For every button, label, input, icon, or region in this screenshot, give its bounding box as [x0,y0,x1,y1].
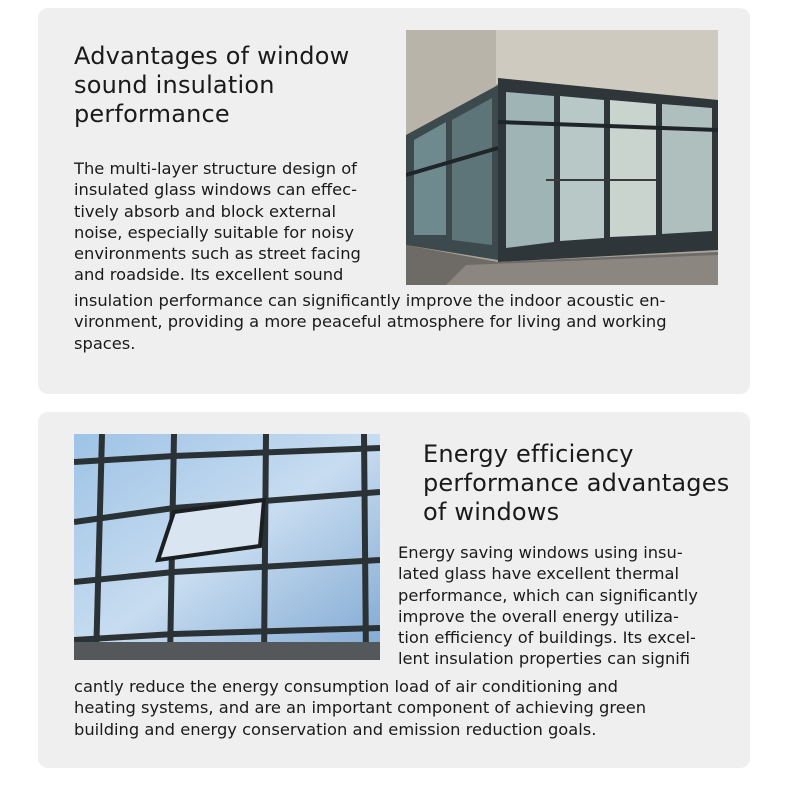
section-title: Advantages of window sound insulation performance [74,42,350,128]
building-windows-photo [406,30,718,285]
section-body-wrapped: Energy saving windows using insu- lated glass have excellent thermal performance, which can significantly improve the overall energy utiliza- tion efficiency of buildings. Its excel- lent insulation properties can signifi [398,543,698,669]
glass-facade-illustration [74,434,380,660]
section-body-wrapped: The multi-layer structure design of insulated glass windows can effec- tively absorb and block external noise, especially suitable for noisy environments such as street facing and roadside. Its excellent sound [74,159,361,285]
section-body-full: cantly reduce the energy consumption load of air conditioning and heating systems, and are an important component of achieving green building and energy conservation and emission reduction goals. [74,677,647,739]
section-body-full: insulation performance can significantly improve the indoor acoustic en- vironment, providing a more peaceful atmosphere for living and working spaces. [74,291,667,353]
building-corner-illustration [406,30,718,285]
sound-insulation-card [38,8,750,394]
energy-efficiency-card [38,412,750,768]
glass-facade-photo [74,434,380,660]
section-title: Energy efficiency performance advantages of windows [423,440,730,526]
